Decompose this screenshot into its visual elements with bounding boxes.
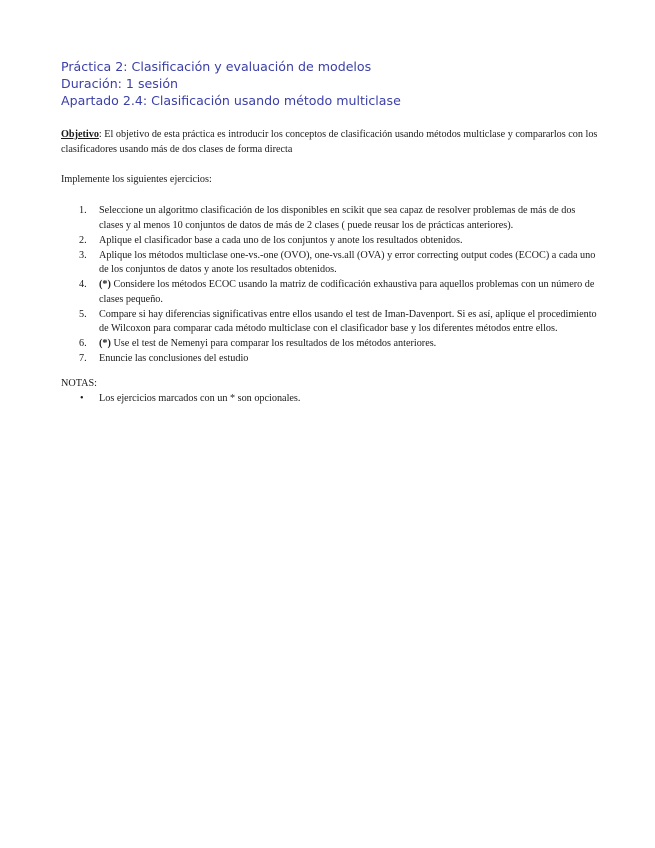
duration-line: Duración: 1 sesión <box>61 76 179 91</box>
item-number: 6. <box>79 338 87 349</box>
item-number: 4. <box>79 279 87 290</box>
list-item <box>61 204 601 233</box>
list-item <box>61 337 601 352</box>
item-text: Aplique el clasificador base a cada uno de los conjuntos y anote los resultados obtenidos. <box>99 234 463 246</box>
objective-paragraph <box>61 127 601 157</box>
notes-list <box>61 392 601 406</box>
optional-mark: (*) <box>99 279 111 290</box>
list-item <box>61 308 601 337</box>
item-number: 1. <box>79 205 87 216</box>
section-title: Apartado 2.4: Clasificación usando método multiclase <box>61 93 401 108</box>
item-text: Use el test de Nemenyi para comparar los resultados de los métodos anteriores. <box>110 338 437 349</box>
item-text: Compare si hay diferencias significativas entre ellos usando el test de Iman-Davenport. Si es así, aplique el procedimiento de Wilcoxon para comparar cada método multiclase con el clasificador base y los diferentes métodos entre ellos. <box>99 308 597 334</box>
item-number: 5. <box>79 308 87 320</box>
item-text: Seleccione un algoritmo clasificación de los disponibles en scikit que sea capaz de resolver problemas de más de dos clases y al menos 10 conjuntos de datos de más de 2 clases ( puede reusar los de prácticas anteriores). <box>99 205 576 231</box>
list-item <box>61 278 601 307</box>
item-text: Considere los métodos ECOC usando la matriz de codificación exhaustiva para aquellos problemas con un número de clases pequeño. <box>99 279 595 305</box>
item-number: 2. <box>79 234 87 246</box>
list-item <box>61 392 601 406</box>
optional-mark: (*) <box>99 338 111 349</box>
document-page <box>61 58 601 406</box>
list-item <box>61 249 601 278</box>
objective-label: Objetivo <box>61 129 99 140</box>
item-text: Aplique los métodos multiclase one-vs.-one (OVO), one-vs.all (OVA) y error correcting output codes (ECOC) a cada uno de los conjuntos de datos y anote los resultados obtenidos. <box>99 249 596 275</box>
item-number: 3. <box>79 249 87 261</box>
item-number: 7. <box>79 353 87 364</box>
document-title: Práctica 2: Clasificación y evaluación de modelos <box>61 59 372 74</box>
bullet-icon: • <box>80 392 84 404</box>
list-item <box>61 234 601 249</box>
notes-title: NOTAS: <box>61 377 97 389</box>
list-item <box>61 352 601 367</box>
exercise-list <box>61 204 601 367</box>
objective-text: : El objetivo de esta práctica es introducir los conceptos de clasificación usando métodos multiclase y compararlos con los clasificadores usando más de dos clases de forma directa <box>61 129 598 155</box>
note-text: Los ejercicios marcados con un * son opcionales. <box>99 392 301 404</box>
intro-text: Implemente los siguientes ejercicios: <box>61 174 212 185</box>
item-text: Enuncie las conclusiones del estudio <box>99 353 249 364</box>
